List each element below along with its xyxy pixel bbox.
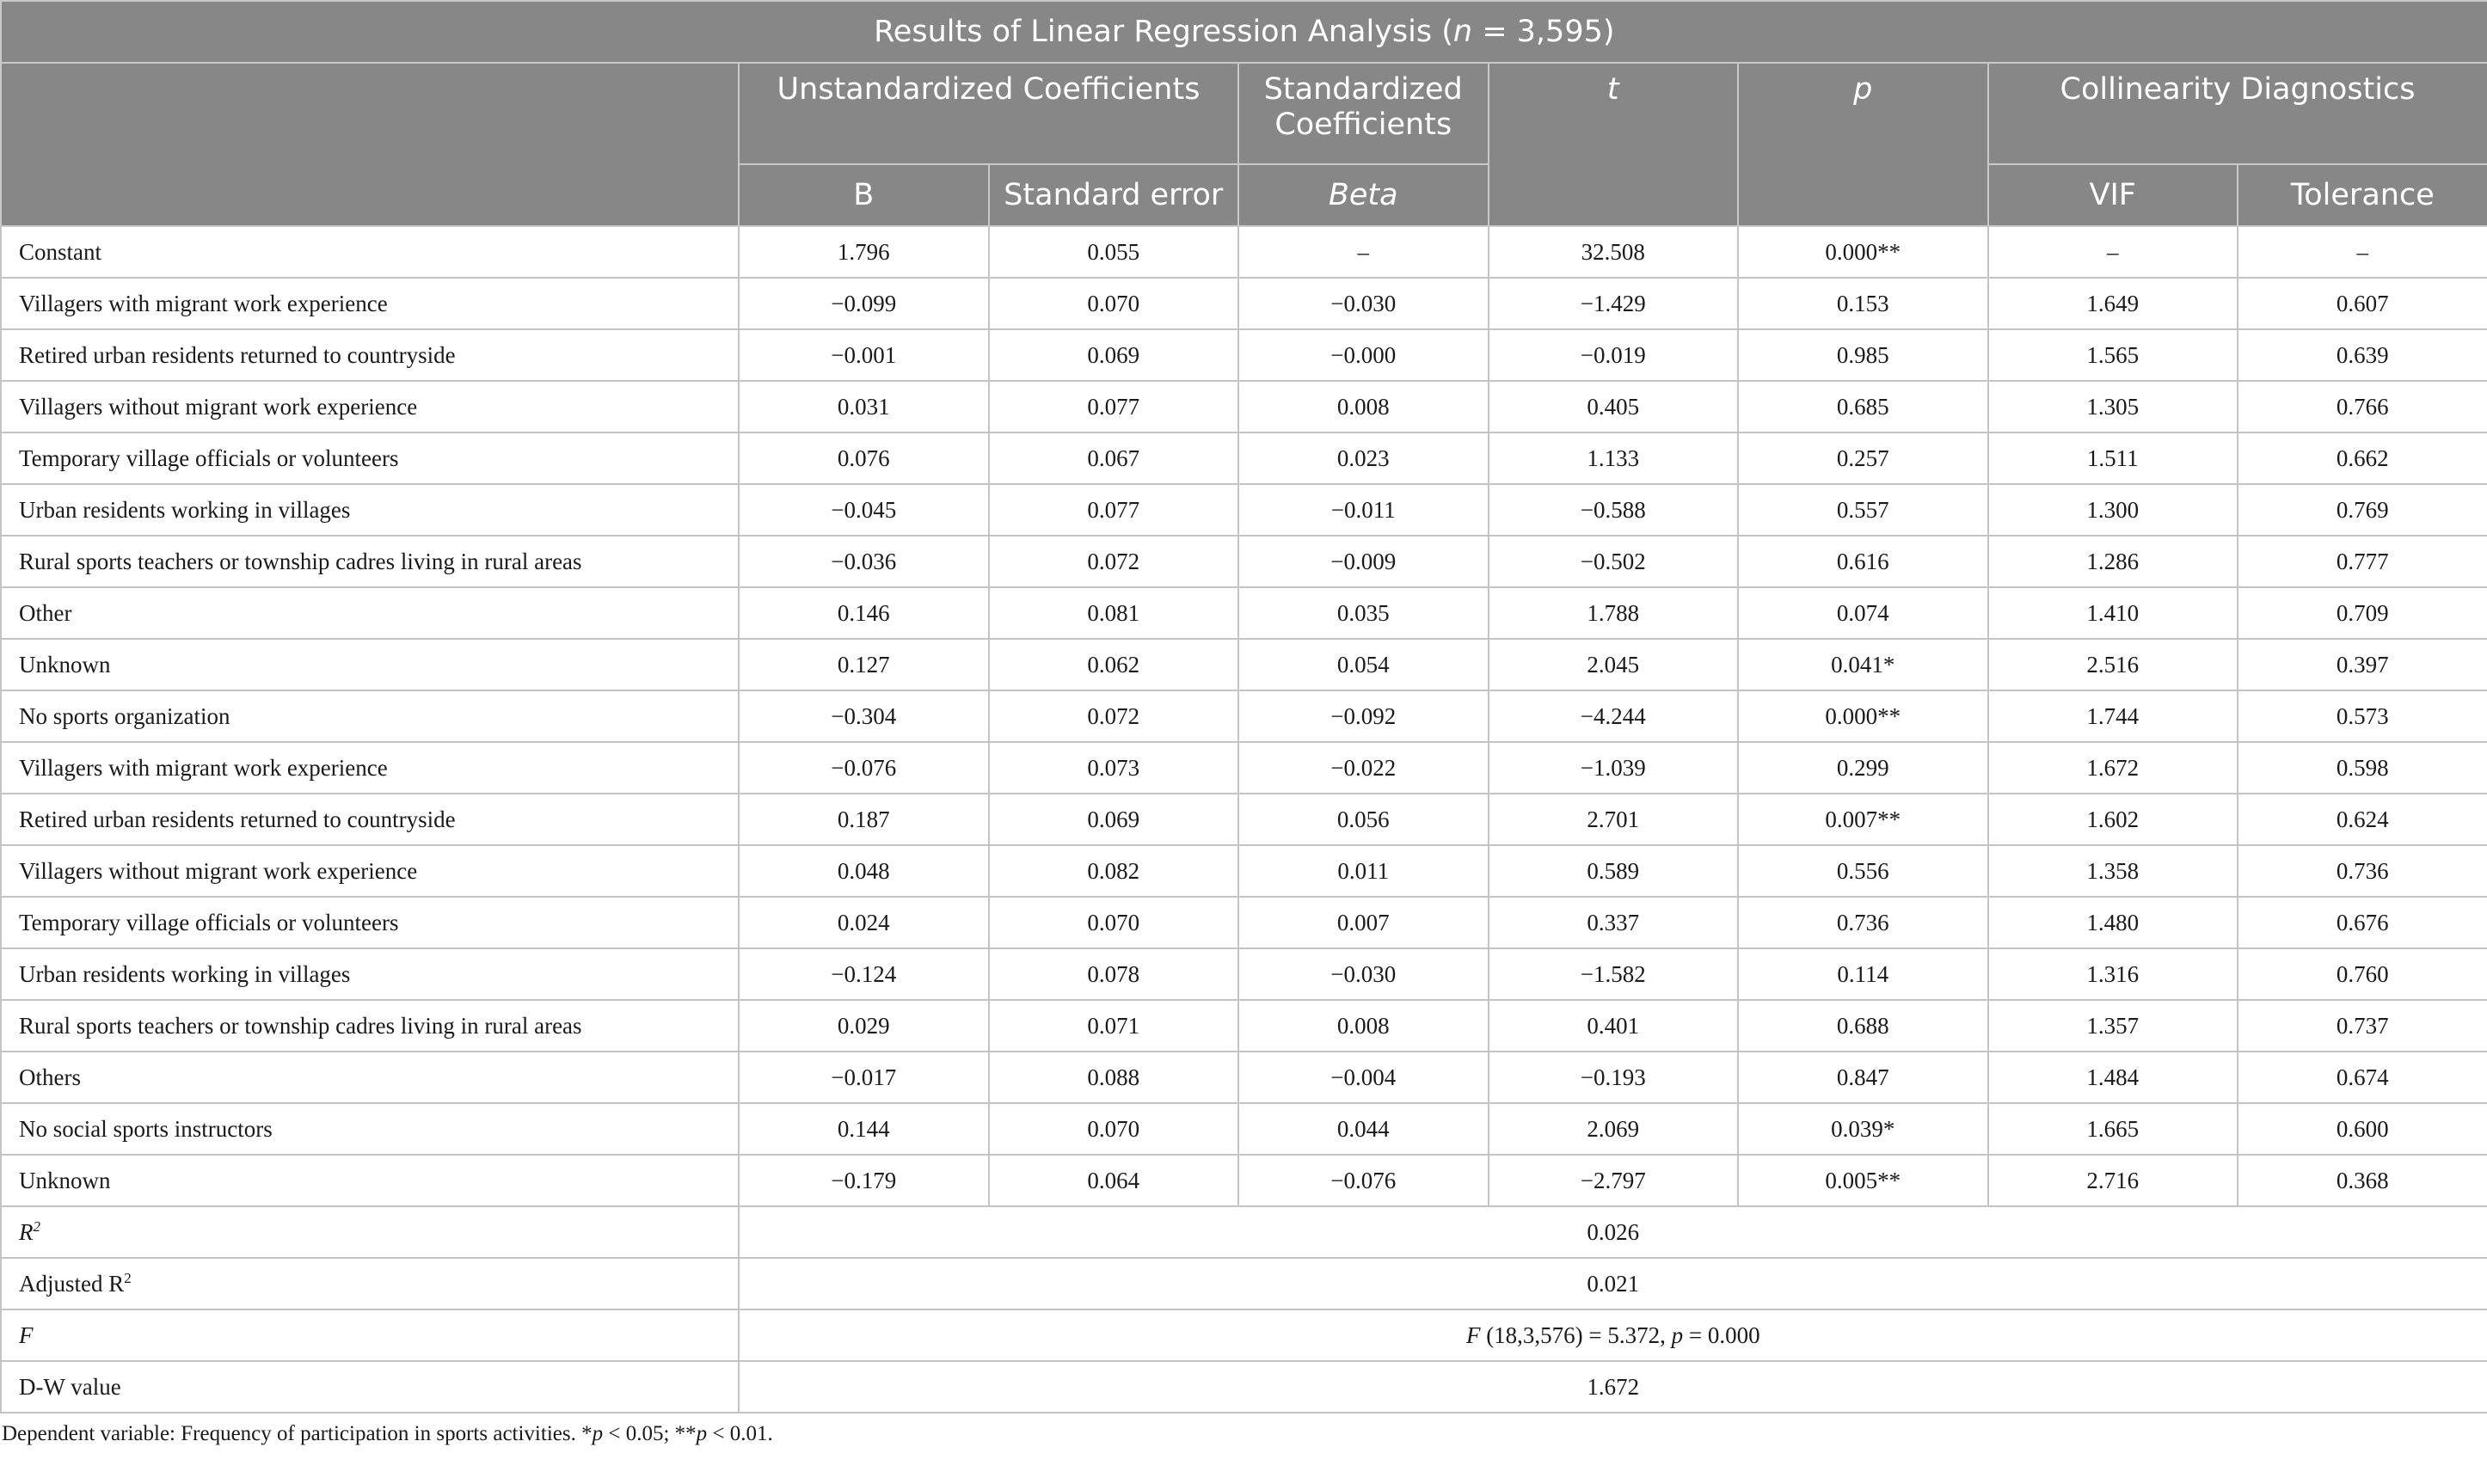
b-cell: −0.124 xyxy=(739,948,989,1000)
p-cell: 0.039* xyxy=(1738,1103,1988,1155)
vif-cell: 1.744 xyxy=(1988,690,2238,742)
tolerance-cell: 0.573 xyxy=(2238,690,2487,742)
f-label: F xyxy=(1,1309,739,1361)
table-row xyxy=(1,639,2487,690)
beta-cell: 0.008 xyxy=(1238,1000,1489,1052)
row-label: Rural sports teachers or township cadres living in rural areas xyxy=(1,1000,739,1052)
row-label: Temporary village officials or volunteers xyxy=(1,432,739,484)
table-body xyxy=(1,226,2487,1206)
b-cell: 0.076 xyxy=(739,432,989,484)
standard-error-cell: 0.072 xyxy=(989,536,1239,587)
standard-error-cell: 0.073 xyxy=(989,742,1239,794)
standard-error-cell: 0.070 xyxy=(989,1103,1239,1155)
t-cell: 32.508 xyxy=(1489,226,1739,278)
beta-cell: 0.023 xyxy=(1238,432,1489,484)
t-cell: −4.244 xyxy=(1489,690,1739,742)
beta-cell: −0.022 xyxy=(1238,742,1489,794)
header-p: p xyxy=(1738,63,1988,226)
b-cell: −0.076 xyxy=(739,742,989,794)
tolerance-cell: 0.760 xyxy=(2238,948,2487,1000)
tolerance-cell: 0.600 xyxy=(2238,1103,2487,1155)
standard-error-cell: 0.077 xyxy=(989,484,1239,536)
adjusted-r2-value: 0.021 xyxy=(739,1258,2487,1309)
tolerance-cell: 0.639 xyxy=(2238,329,2487,381)
b-cell: 0.187 xyxy=(739,794,989,845)
table-row xyxy=(1,381,2487,432)
b-cell: −0.036 xyxy=(739,536,989,587)
stat-row-adjusted-r2 xyxy=(1,1258,2487,1309)
t-cell: −1.582 xyxy=(1489,948,1739,1000)
t-cell: 2.701 xyxy=(1489,794,1739,845)
p-cell: 0.153 xyxy=(1738,278,1988,329)
row-label: No sports organization xyxy=(1,690,739,742)
header-beta: Beta xyxy=(1238,164,1489,226)
table-title: Results of Linear Regression Analysis (n = 3,595) xyxy=(1,1,2487,63)
row-label: Temporary village officials or volunteers xyxy=(1,897,739,948)
vif-cell: 1.357 xyxy=(1988,1000,2238,1052)
stat-row-r2 xyxy=(1,1206,2487,1258)
beta-cell: 0.007 xyxy=(1238,897,1489,948)
b-cell: 0.024 xyxy=(739,897,989,948)
table-row xyxy=(1,329,2487,381)
vif-cell: 1.565 xyxy=(1988,329,2238,381)
standard-error-cell: 0.067 xyxy=(989,432,1239,484)
p-cell: 0.257 xyxy=(1738,432,1988,484)
standard-error-cell: 0.069 xyxy=(989,329,1239,381)
vif-cell: 1.358 xyxy=(1988,845,2238,897)
standard-error-cell: 0.088 xyxy=(989,1052,1239,1103)
tolerance-cell: 0.662 xyxy=(2238,432,2487,484)
beta-cell: 0.054 xyxy=(1238,639,1489,690)
stat-row-dw xyxy=(1,1361,2487,1413)
beta-cell: 0.056 xyxy=(1238,794,1489,845)
beta-cell: 0.035 xyxy=(1238,587,1489,639)
standard-error-cell: 0.077 xyxy=(989,381,1239,432)
header-t: t xyxy=(1489,63,1739,226)
vif-cell: 1.665 xyxy=(1988,1103,2238,1155)
vif-cell: 1.300 xyxy=(1988,484,2238,536)
row-label: Urban residents working in villages xyxy=(1,484,739,536)
p-cell: 0.736 xyxy=(1738,897,1988,948)
f-value: F (18,3,576) = 5.372, p = 0.000 xyxy=(739,1309,2487,1361)
header-unstandardized: Unstandardized Coefficients xyxy=(739,63,1238,164)
vif-cell: 1.305 xyxy=(1988,381,2238,432)
vif-cell: 1.649 xyxy=(1988,278,2238,329)
tolerance-cell: 0.676 xyxy=(2238,897,2487,948)
p-cell: 0.557 xyxy=(1738,484,1988,536)
p-cell: 0.000** xyxy=(1738,226,1988,278)
standard-error-cell: 0.081 xyxy=(989,587,1239,639)
t-cell: −0.019 xyxy=(1489,329,1739,381)
p-cell: 0.688 xyxy=(1738,1000,1988,1052)
vif-cell: 2.516 xyxy=(1988,639,2238,690)
table-row xyxy=(1,794,2487,845)
t-cell: −1.429 xyxy=(1489,278,1739,329)
row-label: Unknown xyxy=(1,639,739,690)
p-cell: 0.000** xyxy=(1738,690,1988,742)
vif-cell: 1.511 xyxy=(1988,432,2238,484)
title-n-symbol: n xyxy=(1452,15,1473,49)
standard-error-cell: 0.055 xyxy=(989,226,1239,278)
table-row xyxy=(1,690,2487,742)
p-cell: 0.074 xyxy=(1738,587,1988,639)
standard-error-cell: 0.070 xyxy=(989,897,1239,948)
row-label: Other xyxy=(1,587,739,639)
row-label: No social sports instructors xyxy=(1,1103,739,1155)
t-cell: −0.193 xyxy=(1489,1052,1739,1103)
header-standard-error: Standard error xyxy=(989,164,1239,226)
b-cell: 0.029 xyxy=(739,1000,989,1052)
row-label: Retired urban residents returned to countryside xyxy=(1,329,739,381)
b-cell: −0.099 xyxy=(739,278,989,329)
tolerance-cell: 0.368 xyxy=(2238,1155,2487,1206)
table-footnote: Dependent variable: Frequency of participation in sports activities. *p < 0.05; **p < 0.01. xyxy=(2,1422,773,1445)
dw-value: 1.672 xyxy=(739,1361,2487,1413)
t-cell: 2.069 xyxy=(1489,1103,1739,1155)
adjusted-r2-label: Adjusted $R^2$ xyxy=(1,1258,739,1309)
standard-error-cell: 0.072 xyxy=(989,690,1239,742)
table-row xyxy=(1,1155,2487,1206)
tolerance-cell: 0.397 xyxy=(2238,639,2487,690)
t-cell: −1.039 xyxy=(1489,742,1739,794)
beta-cell: 0.011 xyxy=(1238,845,1489,897)
vif-cell: 2.716 xyxy=(1988,1155,2238,1206)
beta-cell: −0.011 xyxy=(1238,484,1489,536)
b-cell: 1.796 xyxy=(739,226,989,278)
tolerance-cell: 0.674 xyxy=(2238,1052,2487,1103)
b-cell: 0.031 xyxy=(739,381,989,432)
table-row xyxy=(1,432,2487,484)
row-label: Constant xyxy=(1,226,739,278)
t-cell: 0.589 xyxy=(1489,845,1739,897)
table-row xyxy=(1,1000,2487,1052)
tolerance-cell: 0.777 xyxy=(2238,536,2487,587)
header-collinearity: Collinearity Diagnostics xyxy=(1988,63,2487,164)
beta-cell: −0.030 xyxy=(1238,948,1489,1000)
row-label: Villagers with migrant work experience xyxy=(1,742,739,794)
row-label: Rural sports teachers or township cadres living in rural areas xyxy=(1,536,739,587)
p-cell: 0.041* xyxy=(1738,639,1988,690)
t-cell: −0.588 xyxy=(1489,484,1739,536)
p-cell: 0.847 xyxy=(1738,1052,1988,1103)
tolerance-cell: 0.607 xyxy=(2238,278,2487,329)
standard-error-cell: 0.070 xyxy=(989,278,1239,329)
t-cell: 1.788 xyxy=(1489,587,1739,639)
p-cell: 0.114 xyxy=(1738,948,1988,1000)
row-label: Others xyxy=(1,1052,739,1103)
r2-label: $R^2$ xyxy=(1,1206,739,1258)
vif-cell: – xyxy=(1988,226,2238,278)
vif-cell: 1.480 xyxy=(1988,897,2238,948)
row-label: Villagers without migrant work experience xyxy=(1,845,739,897)
tolerance-cell: – xyxy=(2238,226,2487,278)
t-cell: 2.045 xyxy=(1489,639,1739,690)
standard-error-cell: 0.062 xyxy=(989,639,1239,690)
standard-error-cell: 0.064 xyxy=(989,1155,1239,1206)
table-row xyxy=(1,1103,2487,1155)
beta-cell: 0.044 xyxy=(1238,1103,1489,1155)
p-cell: 0.007** xyxy=(1738,794,1988,845)
b-cell: 0.048 xyxy=(739,845,989,897)
tolerance-cell: 0.598 xyxy=(2238,742,2487,794)
t-cell: 0.337 xyxy=(1489,897,1739,948)
header-b: B xyxy=(739,164,989,226)
r2-value: 0.026 xyxy=(739,1206,2487,1258)
b-cell: −0.001 xyxy=(739,329,989,381)
t-cell: −2.797 xyxy=(1489,1155,1739,1206)
tolerance-cell: 0.766 xyxy=(2238,381,2487,432)
t-cell: 0.401 xyxy=(1489,1000,1739,1052)
row-label: Unknown xyxy=(1,1155,739,1206)
t-cell: 1.133 xyxy=(1489,432,1739,484)
p-cell: 0.685 xyxy=(1738,381,1988,432)
table-row xyxy=(1,226,2487,278)
b-cell: −0.304 xyxy=(739,690,989,742)
tolerance-cell: 0.624 xyxy=(2238,794,2487,845)
header-vif: VIF xyxy=(1988,164,2238,226)
b-cell: 0.144 xyxy=(739,1103,989,1155)
table-row xyxy=(1,1052,2487,1103)
table-header xyxy=(1,1,2487,226)
table-row xyxy=(1,536,2487,587)
vif-cell: 1.672 xyxy=(1988,742,2238,794)
vif-cell: 1.286 xyxy=(1988,536,2238,587)
table-row xyxy=(1,845,2487,897)
table-row xyxy=(1,484,2487,536)
p-cell: 0.616 xyxy=(1738,536,1988,587)
standard-error-cell: 0.078 xyxy=(989,948,1239,1000)
beta-cell: −0.092 xyxy=(1238,690,1489,742)
b-cell: −0.045 xyxy=(739,484,989,536)
row-label: Retired urban residents returned to countryside xyxy=(1,794,739,845)
table-row xyxy=(1,948,2487,1000)
row-label: Villagers without migrant work experience xyxy=(1,381,739,432)
beta-cell: −0.009 xyxy=(1238,536,1489,587)
header-blank-cell xyxy=(1,63,739,226)
dw-label: D-W value xyxy=(1,1361,739,1413)
p-cell: 0.985 xyxy=(1738,329,1988,381)
beta-cell: 0.008 xyxy=(1238,381,1489,432)
standard-error-cell: 0.071 xyxy=(989,1000,1239,1052)
beta-cell: −0.004 xyxy=(1238,1052,1489,1103)
p-cell: 0.299 xyxy=(1738,742,1988,794)
beta-cell: −0.000 xyxy=(1238,329,1489,381)
vif-cell: 1.602 xyxy=(1988,794,2238,845)
b-cell: −0.179 xyxy=(739,1155,989,1206)
beta-cell: – xyxy=(1238,226,1489,278)
table-row xyxy=(1,897,2487,948)
table-row xyxy=(1,587,2487,639)
standard-error-cell: 0.082 xyxy=(989,845,1239,897)
standard-error-cell: 0.069 xyxy=(989,794,1239,845)
t-cell: 0.405 xyxy=(1489,381,1739,432)
p-cell: 0.005** xyxy=(1738,1155,1988,1206)
b-cell: 0.127 xyxy=(739,639,989,690)
beta-cell: −0.030 xyxy=(1238,278,1489,329)
table-row xyxy=(1,742,2487,794)
table-row xyxy=(1,278,2487,329)
vif-cell: 1.316 xyxy=(1988,948,2238,1000)
model-statistics xyxy=(1,1206,2487,1413)
beta-cell: −0.076 xyxy=(1238,1155,1489,1206)
tolerance-cell: 0.769 xyxy=(2238,484,2487,536)
p-cell: 0.556 xyxy=(1738,845,1988,897)
header-standardized: Standardized Coefficients xyxy=(1238,63,1489,164)
vif-cell: 1.484 xyxy=(1988,1052,2238,1103)
row-label: Villagers with migrant work experience xyxy=(1,278,739,329)
tolerance-cell: 0.737 xyxy=(2238,1000,2487,1052)
row-label: Urban residents working in villages xyxy=(1,948,739,1000)
tolerance-cell: 0.736 xyxy=(2238,845,2487,897)
b-cell: 0.146 xyxy=(739,587,989,639)
tolerance-cell: 0.709 xyxy=(2238,587,2487,639)
stat-row-f xyxy=(1,1309,2487,1361)
b-cell: −0.017 xyxy=(739,1052,989,1103)
t-cell: −0.502 xyxy=(1489,536,1739,587)
vif-cell: 1.410 xyxy=(1988,587,2238,639)
header-tolerance: Tolerance xyxy=(2238,164,2487,226)
